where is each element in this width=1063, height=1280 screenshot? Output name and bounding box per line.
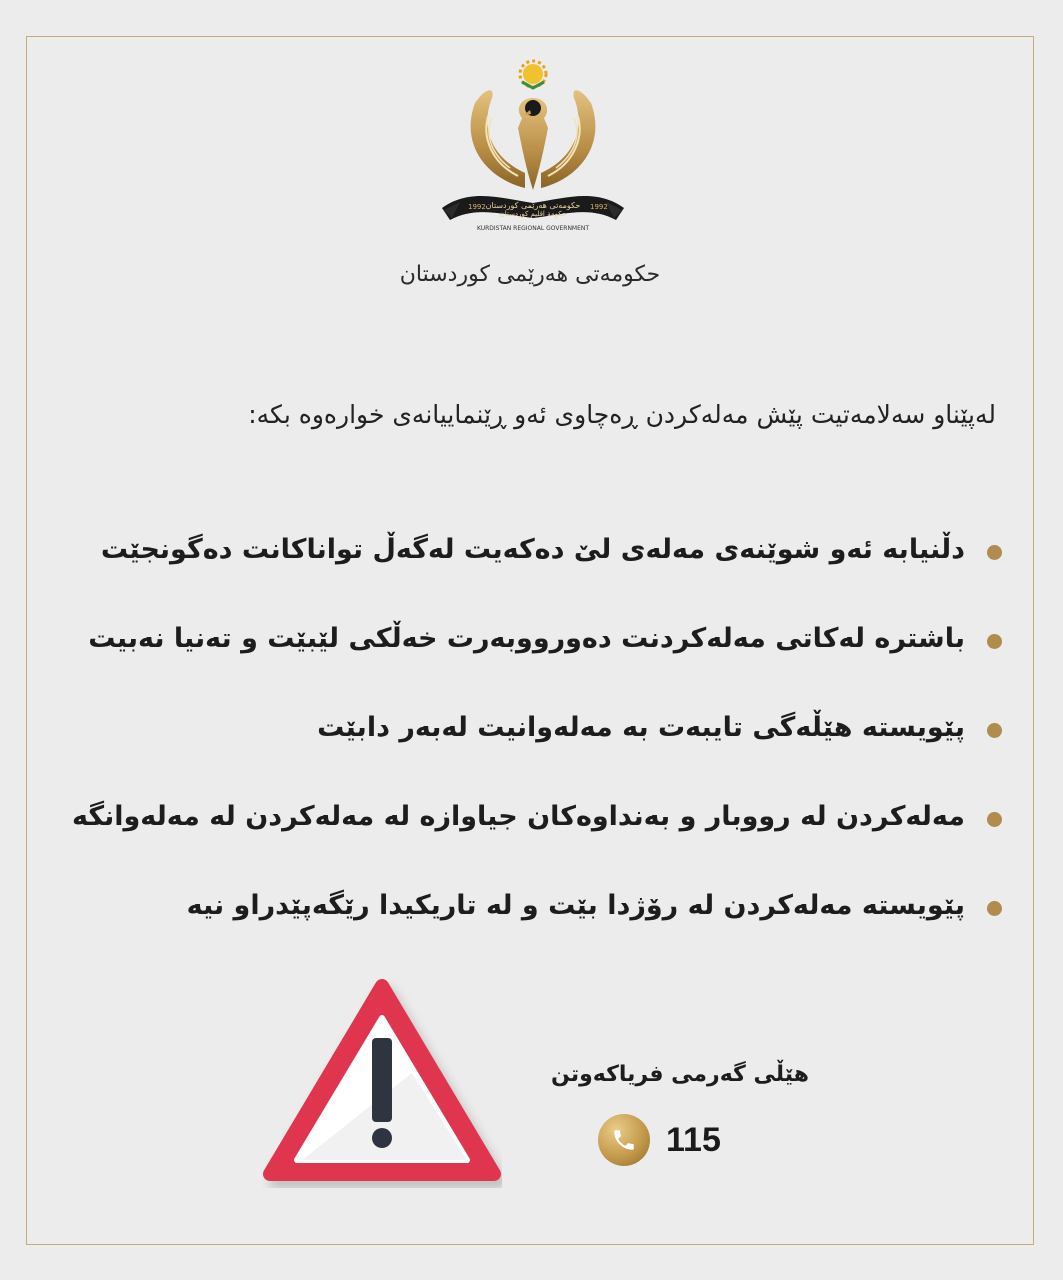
logo-text-en: KURDISTAN REGIONAL GOVERNMENT: [476, 225, 590, 232]
hotline-title: هێڵی گەرمی فریاکەوتن: [551, 1062, 809, 1087]
logo-year-right: 1992: [590, 203, 608, 211]
hotline-row: [598, 1114, 721, 1166]
bullet-dot-icon: [987, 634, 1002, 649]
org-name: حکومەتی هەرێمی کوردستان: [399, 262, 661, 287]
sun-icon: [520, 61, 546, 88]
bullet-dot-icon: [987, 545, 1002, 560]
krg-emblem-logo: [430, 58, 636, 238]
intro-text: لەپێناو سەلامەتیت پێش مەلەکردن ڕەچاوی ئەو ڕێنماییانەی خوارەوە بکە:: [248, 400, 996, 429]
phone-icon: [598, 1114, 650, 1166]
list-item: [50, 683, 1002, 772]
bullet-dot-icon: [987, 723, 1002, 738]
logo-year-left: 1992: [468, 203, 486, 211]
list-item: [50, 594, 1002, 683]
warning-triangle-icon: [262, 978, 502, 1188]
list-item: [50, 861, 1002, 950]
rule-text: باشترە لەکاتی مەلەکردنت دەورووبەرت خەڵکی لێبێت و تەنیا نەبیت: [88, 623, 965, 654]
rules-list: [50, 505, 1002, 950]
bullet-dot-icon: [987, 901, 1002, 916]
logo-text-line2: حكومة اقليم كوردستان: [499, 210, 567, 218]
rule-text: پێویستە هێڵەگی تایبەت بە مەلەوانیت لەبەر دابێت: [317, 712, 965, 743]
hotline-number[interactable]: 115: [666, 1120, 721, 1159]
rule-text: مەلەکردن لە رووبار و بەنداوەکان جیاوازە لە مەلەکردن لە مەلەوانگە: [72, 801, 965, 832]
list-item: [50, 505, 1002, 594]
logo-text-line1: حكومەتی هەرێمی كوردستان: [485, 201, 581, 210]
rule-text: دڵنیابە ئەو شوێنەی مەلەی لێ دەکەیت لەگەڵ تواناکانت دەگونجێت: [100, 534, 965, 565]
rule-text: پێویستە مەلەکردن لە رۆژدا بێت و لە تاریکیدا رێگەپێدراو نیە: [186, 890, 965, 921]
bullet-dot-icon: [987, 812, 1002, 827]
list-item: [50, 772, 1002, 861]
